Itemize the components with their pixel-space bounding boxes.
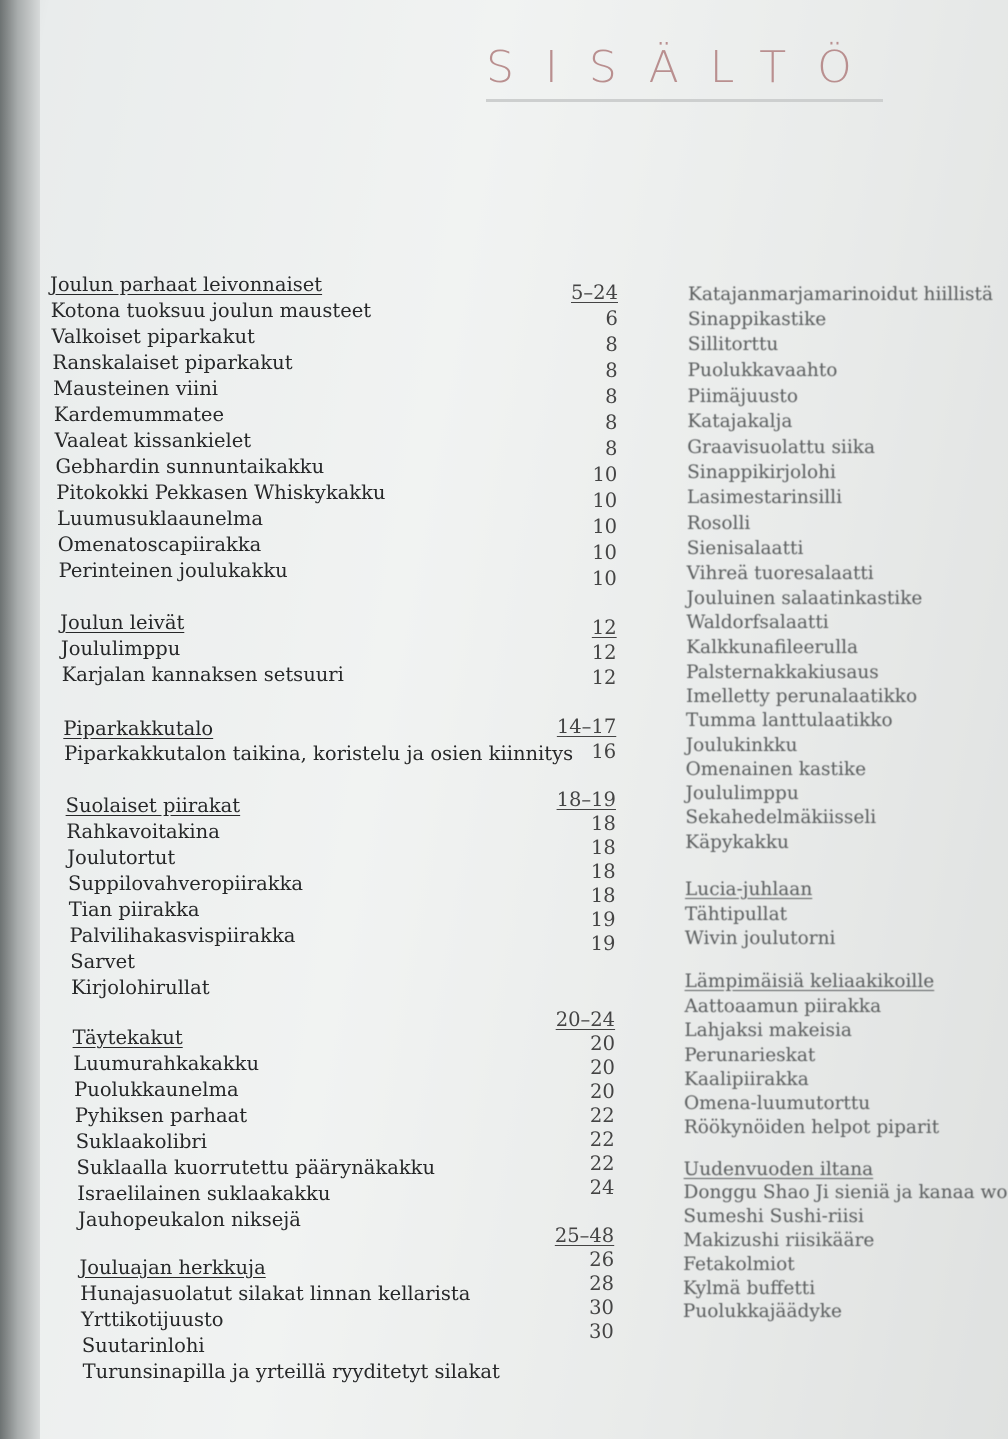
toc-entry — [80, 1282, 470, 1305]
toc-section-heading — [63, 717, 213, 740]
toc-entry-title: Waldorfsalaatti — [686, 612, 829, 633]
toc-entry — [75, 1104, 247, 1127]
toc-entry-title: Puolukkavaahto — [687, 360, 838, 381]
toc-entry-title: Sienisalaatti — [686, 538, 804, 559]
toc-entry — [684, 1069, 809, 1090]
toc-entry-title: Uudenvuoden iltana — [683, 1159, 874, 1180]
toc-entry-title: Röökynöiden helpot piparit — [683, 1117, 940, 1138]
toc-entry-title: Perinteinen joulukakku — [58, 559, 288, 582]
toc-entry-title: Tian piirakka — [68, 898, 200, 921]
toc-entry — [687, 411, 792, 432]
toc-entry-title: Turunsinapilla ja yrteillä ryyditetyt silakat — [82, 1360, 500, 1383]
toc-entry — [55, 429, 251, 452]
toc-entry — [683, 1301, 842, 1322]
toc-entry — [683, 1230, 874, 1251]
toc-page-number: 10 — [592, 541, 617, 564]
toc-page-number: 12 — [591, 616, 617, 639]
toc-section-heading — [66, 794, 241, 817]
toc-entry-title: Suklaalla kuorrutettu päärynäkakku — [76, 1156, 436, 1179]
toc-entry-title: Graavisuolattu siika — [687, 437, 876, 458]
toc-entry — [683, 1278, 815, 1299]
toc-entry — [62, 663, 344, 686]
toc-entry-title: Puolukkajäädyke — [682, 1301, 842, 1322]
toc-entry-title: Mausteinen viini — [53, 377, 219, 400]
toc-entry-title: Lahjaksi makeisia — [684, 1020, 852, 1041]
toc-page-number: 18 — [590, 884, 616, 907]
toc-entry — [69, 898, 200, 921]
toc-section-heading — [79, 1256, 265, 1279]
toc-entry — [58, 533, 262, 556]
toc-entry — [687, 513, 750, 534]
toc-entry-title: Katajakalja — [687, 411, 793, 432]
toc-entry-title: Sillitorttu — [687, 334, 779, 355]
toc-section-heading — [50, 273, 322, 296]
toc-entry — [687, 437, 875, 458]
toc-page-number: 22 — [589, 1128, 615, 1151]
toc-entry-title: Joulun parhaat leivonnaiset — [50, 273, 323, 296]
toc-entry — [688, 360, 838, 381]
toc-entry — [686, 759, 866, 780]
toc-entry — [82, 1334, 205, 1357]
toc-entry — [686, 686, 917, 707]
toc-entry-title: Omenainen kastike — [685, 759, 867, 780]
toc-entry — [686, 637, 858, 658]
toc-entry — [686, 612, 828, 633]
toc-page-number: 20 — [590, 1056, 615, 1079]
toc-entry — [70, 924, 296, 947]
toc-entry-title: Kalkkunafileerulla — [686, 637, 859, 658]
toc-entry-title: Omena-luumutorttu — [683, 1093, 871, 1114]
toc-page-number: 18 — [590, 860, 616, 883]
toc-entry-title: Kardemummatee — [53, 403, 225, 426]
toc-entry-title: Gebhardin sunnuntaikakku — [55, 455, 325, 478]
toc-entry-title: Tähtipullat — [684, 904, 788, 925]
toc-entry — [683, 1254, 795, 1275]
toc-page-number: 8 — [604, 437, 618, 460]
toc-page-number: 10 — [592, 567, 617, 590]
toc-page-number: 10 — [592, 489, 618, 512]
toc-entry-title: Imelletty perunalaatikko — [685, 686, 918, 707]
toc-entry-title: Luumusuklaaunelma — [57, 507, 264, 530]
toc-entry — [684, 1093, 870, 1114]
book-gutter — [0, 0, 40, 1439]
toc-page-number: 8 — [605, 359, 618, 382]
toc-entry-title: Täytekakut — [72, 1026, 183, 1049]
toc-page-number: 22 — [589, 1152, 615, 1175]
toc-entry — [74, 1078, 238, 1101]
toc-entry-title: Suppilovahveropiirakka — [67, 872, 304, 895]
toc-entry-title: Palvilihakasvispiirakka — [69, 924, 296, 947]
toc-entry — [685, 807, 876, 828]
toc-entry — [687, 563, 874, 584]
toc-entry — [53, 377, 218, 400]
toc-entry-title: Karjalan kannaksen setsuuri — [61, 663, 344, 686]
toc-section-heading — [73, 1026, 183, 1049]
toc-entry — [55, 455, 324, 478]
toc-entry — [688, 334, 779, 355]
toc-entry-title: Kotona tuoksuu joulun mausteet — [50, 299, 372, 322]
toc-entry-title: Palsternakkakiusaus — [686, 662, 879, 683]
toc-entry — [70, 950, 135, 973]
toc-section-heading — [684, 1159, 874, 1180]
toc-page-number: 19 — [590, 908, 616, 931]
toc-entry — [54, 403, 224, 426]
toc-entry-title: Rahkavoitakina — [66, 820, 220, 843]
toc-entry-title: Lasimestarinsilli — [686, 487, 842, 508]
toc-entry-title: Joulun leivät — [60, 611, 185, 634]
toc-page-number: 18 — [590, 836, 616, 859]
toc-page-number: 30 — [589, 1296, 614, 1319]
toc-entry — [684, 996, 881, 1017]
toc-entry-title: Hunajasuolatut silakat linnan kellarista — [80, 1282, 471, 1305]
toc-entry — [59, 559, 288, 582]
toc-entry-title: Jouluinen salaatinkastike — [686, 588, 923, 609]
toc-entry — [71, 976, 210, 999]
toc-page-number: 18 — [591, 812, 616, 835]
toc-entry — [684, 1020, 852, 1041]
toc-entry-title: Yrttikotijuusto — [81, 1308, 224, 1331]
toc-entry — [686, 588, 922, 609]
toc-page-number: 18–19 — [556, 788, 616, 811]
toc-entry — [684, 1117, 939, 1138]
toc-entry-title: Luumurahkakakku — [73, 1052, 260, 1075]
toc-page-number: 30 — [589, 1320, 614, 1343]
toc-page-number: 26 — [589, 1248, 615, 1271]
toc-entry — [684, 1182, 1008, 1203]
toc-entry-title: Ranskalaiset piparkakut — [52, 351, 293, 374]
toc-entry-title: Sinappikastike — [687, 309, 827, 330]
toc-entry-title: Piimäjuusto — [687, 386, 798, 407]
toc-page-number: 8 — [605, 385, 618, 408]
toc-entry — [81, 1308, 223, 1331]
toc-entry — [76, 1156, 435, 1179]
toc-section-heading — [685, 971, 935, 992]
toc-entry-title: Vihreä tuoresalaatti — [686, 563, 874, 584]
toc-entry — [51, 299, 371, 322]
toc-entry — [687, 462, 836, 483]
toc-entry — [73, 1052, 259, 1075]
toc-entry — [52, 351, 292, 374]
toc-entry-title: Suolaiset piirakat — [65, 794, 241, 817]
toc-entry-title: Perunarieskat — [684, 1045, 816, 1066]
toc-page-number: 28 — [589, 1272, 615, 1295]
toc-entry-title: Aattoaamun piirakka — [684, 996, 882, 1017]
toc-page-number: 10 — [592, 515, 618, 538]
toc-page-number: 22 — [589, 1104, 615, 1127]
toc-entry-title: Omenatoscapiirakka — [57, 533, 262, 556]
toc-entry-title: Pyhiksen parhaat — [74, 1104, 248, 1127]
toc-entry — [64, 742, 573, 765]
toc-entry-title: Piparkakkutalon taikina, koristelu ja osien kiinnitys — [64, 742, 574, 765]
toc-entry — [687, 538, 804, 559]
toc-entry — [688, 309, 826, 330]
toc-entry — [77, 1182, 330, 1205]
toc-page-number: 14–17 — [556, 715, 617, 738]
toc-entry-title: Joulutortut — [67, 846, 176, 869]
toc-entry-title: Joulukinkku — [685, 735, 798, 756]
toc-entry-title: Sinappikirjolohi — [687, 462, 836, 483]
toc-entry-title: Jouluajan herkkuja — [79, 1256, 266, 1279]
toc-entry — [56, 481, 385, 504]
toc-entry-title: Puolukkaunelma — [74, 1078, 239, 1101]
toc-page-number: 20–24 — [555, 1008, 616, 1031]
toc-entry-title: Suklaakolibri — [75, 1130, 207, 1153]
toc-entry-title: Lämpimäisiä keliaakikoille — [684, 971, 935, 992]
toc-entry-title: Kaalipiirakka — [684, 1069, 809, 1090]
toc-page-number: 20 — [590, 1032, 615, 1055]
toc-entry-title: Donggu Shao Ji sieniä ja kanaa wo — [683, 1182, 1008, 1203]
toc-entry — [78, 1208, 301, 1231]
toc-entry-title: Fetakolmiot — [683, 1254, 795, 1275]
toc-entry — [685, 832, 789, 853]
toc-entry-title: Joululimppu — [685, 783, 799, 804]
toc-page-number: 12 — [591, 666, 617, 689]
toc-entry-title: Jauhopeukalon niksejä — [78, 1208, 301, 1231]
toc-section-heading — [685, 879, 812, 900]
toc-entry-title: Pitokokki Pekkasen Whiskykakku — [56, 481, 386, 504]
toc-page-number: 25–48 — [554, 1224, 615, 1247]
toc-entry-title: Israelilainen suklaakakku — [77, 1182, 331, 1205]
toc-entry — [687, 386, 798, 407]
toc-entry-title: Käpykakku — [685, 832, 789, 853]
toc-entry-title: Sumeshi Sushi-riisi — [683, 1206, 864, 1227]
toc-page-number: 20 — [589, 1080, 615, 1103]
toc-entry-title: Wivin joulutorni — [684, 928, 836, 949]
toc-page-number: 6 — [605, 307, 618, 330]
toc-entry — [688, 284, 993, 305]
toc-entry — [684, 1045, 815, 1066]
toc-entry-title: Joululimppu — [60, 637, 181, 660]
toc-entry-title: Katajanmarjamarinoidut hiillistä — [688, 284, 994, 305]
toc-entry — [66, 820, 219, 843]
toc-entry-title: Sekahedelmäkiisseli — [685, 807, 877, 828]
toc-entry — [686, 662, 879, 683]
toc-entry — [685, 928, 836, 949]
toc-entry — [61, 637, 180, 660]
toc-entry-title: Kylmä buffetti — [683, 1278, 816, 1299]
toc-entry-title: Tumma lanttulaatikko — [685, 710, 893, 731]
toc-entry-title: Valkoiset piparkakut — [51, 325, 255, 348]
toc-entry — [83, 1360, 500, 1383]
toc-entry — [685, 904, 787, 925]
toc-entry — [687, 487, 842, 508]
toc-entry-title: Piparkakkutalo — [63, 717, 214, 740]
toc-page-number: 16 — [591, 740, 617, 763]
toc-entry-title: Lucia-juhlaan — [685, 879, 813, 900]
toc-entry-title: Makizushi riisikääre — [683, 1230, 875, 1251]
toc-entry — [67, 846, 175, 869]
toc-entry — [57, 507, 263, 530]
toc-page-number: 24 — [589, 1176, 615, 1199]
toc-entry-title: Kirjolohirullat — [71, 976, 210, 999]
toc-page-number: 8 — [605, 411, 618, 434]
toc-page-number: 12 — [591, 641, 617, 664]
toc-section-heading — [60, 611, 184, 634]
toc-page-number: 10 — [592, 463, 618, 486]
toc-entry — [68, 872, 303, 895]
toc-entry-title: Vaaleat kissankielet — [54, 429, 252, 452]
toc-entry-title: Sarvet — [70, 950, 135, 973]
toc-page-number: 8 — [605, 333, 618, 356]
toc-entry — [683, 1206, 864, 1227]
toc-entry — [686, 783, 799, 804]
page-title: SISÄLTÖ — [486, 42, 883, 102]
toc-entry-title: Rosolli — [686, 513, 751, 534]
toc-page-number: 5–24 — [571, 281, 618, 304]
toc-entry — [686, 710, 893, 731]
toc-entry — [76, 1130, 207, 1153]
toc-entry-title: Suutarinlohi — [81, 1334, 205, 1357]
toc-entry — [686, 735, 798, 756]
toc-entry — [52, 325, 255, 348]
toc-page-number: 19 — [590, 932, 616, 955]
